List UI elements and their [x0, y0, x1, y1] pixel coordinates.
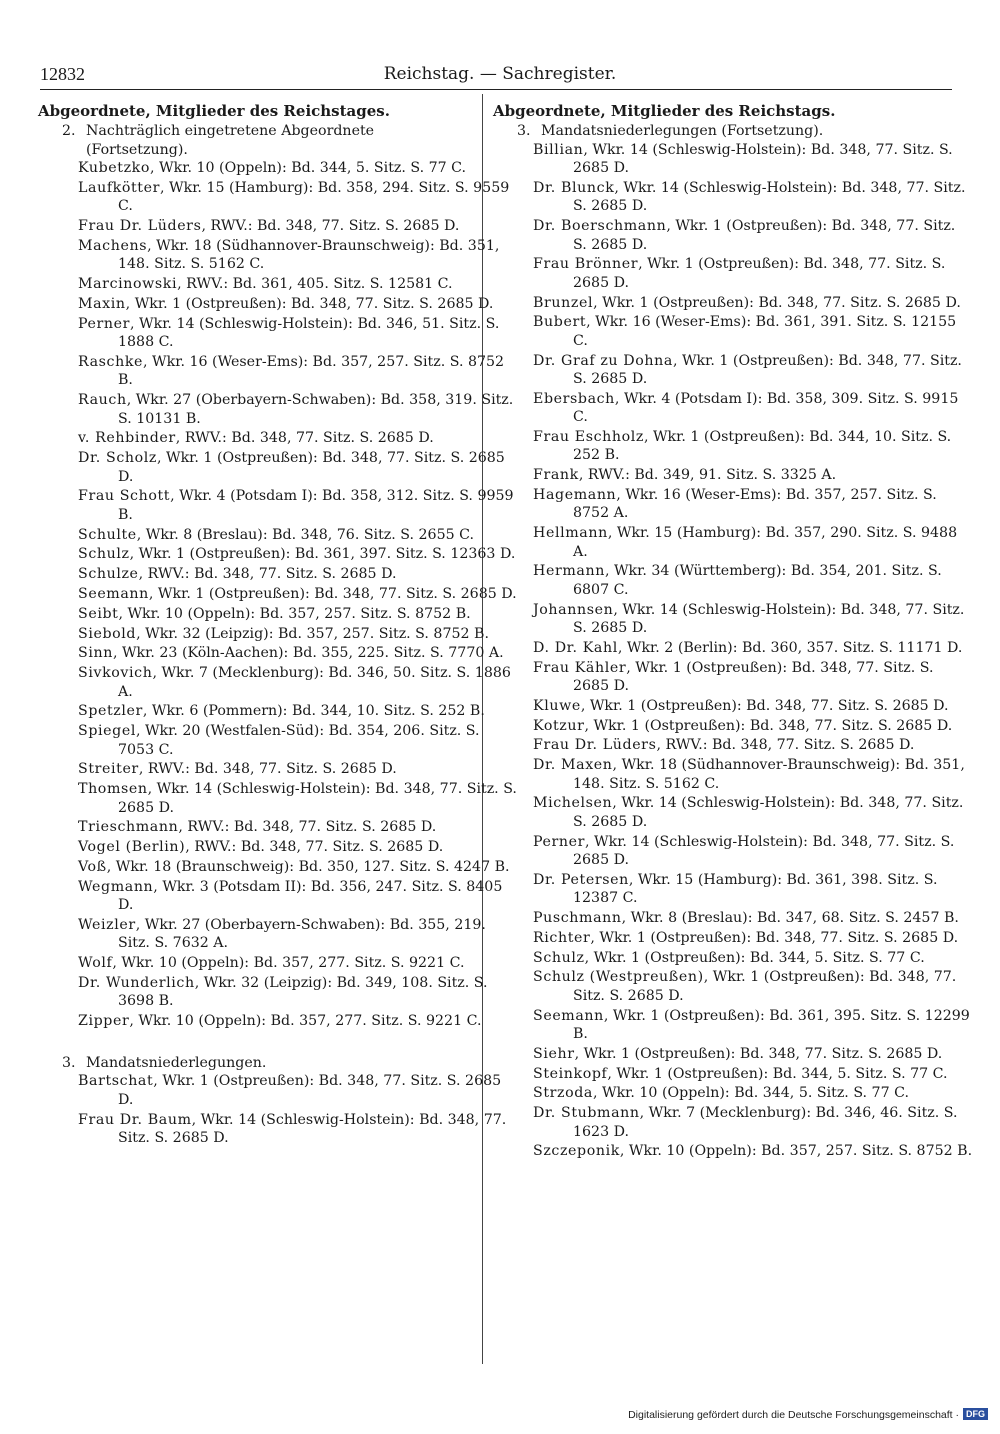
index-entry [533, 929, 973, 947]
index-entry [78, 217, 518, 235]
entry-name: Marcinowski [78, 276, 178, 293]
entry-reference: , Wkr. 1 (Ostpreußen): Bd. 348, 77. Sitz. S. 2685 D. [118, 1073, 502, 1108]
section-number: 2. [62, 123, 76, 140]
entry-reference: , Wkr. 23 (Köln-Aachen): Bd. 355, 225. Sitz. S. 7770 A. [112, 645, 504, 662]
entry-name: Dr. Scholz [78, 450, 157, 467]
entry-name: Machens [78, 238, 148, 255]
entry-name: Dr. Wunderlich [78, 975, 195, 991]
entry-reference: , Wkr. 1 (Ostpreußen): Bd. 348, 77. Sitz. S. 2685 D. [573, 659, 934, 695]
entry-reference: , RWV.: Bd. 348, 77. Sitz. S. 2685 D. [656, 737, 915, 754]
section-number: 3. [62, 1055, 76, 1071]
entry-name: Trieschmann [78, 819, 179, 836]
entry-name: Frau Schott [78, 488, 171, 505]
entry-name: Ebersbach [533, 390, 615, 407]
right-column-heading: Abgeordnete, Mitglieder des Reichstags. [493, 102, 836, 120]
index-entry [78, 605, 518, 623]
entry-reference: , Wkr. 32 (Leipzig): Bd. 349, 108. Sitz. S. 3698 B. [118, 975, 488, 1010]
entry-reference: , RWV.: Bd. 348, 77. Sitz. S. 2685 D. [178, 819, 437, 836]
entry-name: Steinkopf [533, 1065, 608, 1082]
entry-name: Frau Kähler [533, 659, 627, 676]
right-column [493, 102, 973, 1162]
entry-name: Dr. Graf zu Dohna [533, 352, 673, 369]
entry-name: Seemann [78, 586, 149, 603]
index-entry [78, 1012, 518, 1030]
entry-name: Kluwe [533, 697, 581, 714]
index-entry [78, 565, 518, 583]
index-entry [533, 697, 973, 715]
entry-name: Frau Dr. Baum [78, 1111, 192, 1128]
index-entry [533, 949, 973, 967]
entry-reference: , Wkr. 10 (Oppeln): Bd. 357, 257. Sitz. S. 8752 B. [619, 1143, 973, 1160]
entry-name: Sivkovich [78, 665, 153, 682]
entry-name: Schulte [78, 526, 137, 543]
entry-reference: , Wkr. 10 (Oppeln): Bd. 357, 277. Sitz. S. 9221 C. [129, 1013, 482, 1030]
section-number: 3. [517, 123, 531, 140]
entry-name: Dr. Maxen [533, 757, 613, 774]
index-entry [533, 524, 973, 561]
index-entry [78, 179, 518, 216]
entry-reference: , Wkr. 1 (Ostpreußen): Bd. 344, 5. Sitz. S. 77 C. [607, 1065, 948, 1082]
entry-name: Schulz [533, 949, 585, 966]
index-entry [533, 255, 973, 292]
entry-name: Seibt [78, 605, 119, 622]
entry-reference: , Wkr. 34 (Württemberg): Bd. 354, 201. Sitz. S. 6807 C. [573, 563, 942, 598]
entry-reference: , RWV.: Bd. 361, 405. Sitz. S. 12581 C. [177, 276, 453, 293]
entry-name: Spetzler [78, 703, 143, 720]
entry-name: Hermann [533, 563, 605, 580]
section-mandatsniederlegungen [38, 1054, 478, 1072]
entry-name: Wegmann [78, 878, 154, 895]
entry-reference: , Wkr. 14 (Schleswig-Holstein): Bd. 348, 77. Sitz. S. 2685 D. [573, 795, 964, 830]
index-entry [533, 1045, 973, 1063]
section-title [517, 122, 933, 140]
spacer [38, 1032, 478, 1054]
entry-reference: , RWV.: Bd. 348, 77. Sitz. S. 2685 D. [138, 761, 397, 778]
index-entry [78, 916, 518, 953]
entry-reference: , Wkr. 14 (Schleswig-Holstein): Bd. 348, 77. Sitz. S. 2685 D. [573, 601, 965, 637]
entry-name: Richter [533, 929, 591, 946]
index-entry [78, 858, 518, 876]
entry-name: Siehr [533, 1045, 575, 1062]
section-mandatsniederlegungen-cont [493, 122, 933, 140]
index-entry [533, 428, 973, 465]
index-entry [78, 878, 518, 915]
index-entry [78, 585, 518, 603]
entry-name: Bubert [533, 314, 587, 331]
entry-name: Dr. Blunck [533, 180, 615, 197]
entry-reference: , Wkr. 1 (Ostpreußen): Bd. 348, 77. Sitz. S. 2685 D. [573, 352, 962, 388]
entry-reference: , Wkr. 10 (Oppeln): Bd. 344, 5. Sitz. S. 77 C. [150, 160, 467, 177]
entry-reference: , Wkr. 1 (Ostpreußen): Bd. 348, 77. Sitz. S. 2685 D. [590, 929, 959, 946]
entry-name: Dr. Stubmann [533, 1105, 640, 1122]
index-entry [78, 818, 518, 836]
entry-name: D. Dr. Kahl [533, 639, 618, 656]
index-entry [78, 526, 518, 544]
entry-reference: , Wkr. 1 (Ostpreußen): Bd. 348, 77. Sitz. S. 2685 D. [573, 218, 956, 253]
entry-name: Thomsen [78, 781, 148, 798]
index-entry [533, 352, 973, 389]
entry-reference: , Wkr. 4 (Potsdam I): Bd. 358, 312. Sitz. S. 9959 B. [118, 488, 514, 523]
entry-name: Frau Dr. Lüders [78, 218, 202, 235]
index-entry [533, 1007, 973, 1044]
entry-list [38, 159, 517, 1030]
entry-name: Johannsen [533, 601, 614, 618]
entry-reference: , Wkr. 18 (Südhannover-Braunschweig): Bd. 351, 148. Sitz. S. 5162 C. [573, 757, 965, 792]
index-entry [533, 466, 973, 484]
entry-reference: , Wkr. 16 (Weser-Ems): Bd. 357, 257. Sitz. S. 8752 A. [573, 487, 937, 522]
entry-reference: , Wkr. 6 (Pommern): Bd. 344, 10. Sitz. S. 252 B. [142, 703, 485, 720]
entry-reference: , Wkr. 15 (Hamburg): Bd. 358, 294. Sitz. S. 9559 C. [118, 180, 510, 215]
entry-name: Dr. Petersen [533, 871, 629, 888]
entry-reference: , Wkr. 1 (Ostpreußen): Bd. 344, 10. Sitz. S. 252 B. [573, 429, 952, 464]
index-entry [78, 391, 518, 428]
entry-reference: , Wkr. 1 (Ostpreußen): Bd. 348, 77. Sitz. S. 2685 D. [580, 697, 949, 714]
index-entry [78, 838, 518, 856]
index-entry [533, 1084, 973, 1102]
entry-reference: , Wkr. 14 (Schleswig-Holstein): Bd. 348, 77. Sitz. S. 2685 D. [118, 781, 517, 816]
entry-reference: , Wkr. 1 (Ostpreußen): Bd. 344, 5. Sitz. S. 77 C. [584, 949, 925, 966]
index-entry [78, 644, 518, 662]
entry-name: Wolf [78, 955, 113, 972]
index-entry [78, 429, 518, 447]
section-title-text: Mandatsniederlegungen (Fortsetzung). [541, 123, 824, 140]
section-title-text: Mandatsniederlegungen. [86, 1055, 267, 1071]
index-entry [533, 659, 973, 696]
entry-reference: , Wkr. 15 (Hamburg): Bd. 361, 398. Sitz. S. 12387 C. [573, 871, 938, 907]
entry-reference: , Wkr. 1 (Ostpreußen): Bd. 361, 395. Sitz. S. 12299 B. [573, 1007, 970, 1043]
entry-reference: , RWV.: Bd. 349, 91. Sitz. S. 3325 A. [578, 467, 837, 484]
index-entry [533, 736, 973, 754]
entry-name: Spiegel [78, 723, 136, 740]
entry-name: Weizler [78, 917, 136, 933]
index-entry [533, 1065, 973, 1083]
entry-name: Szczeponik [533, 1143, 620, 1160]
entry-reference: , Wkr. 2 (Berlin): Bd. 360, 357. Sitz. S. 11171 D. [617, 639, 963, 656]
section-nachtraeglich [38, 122, 478, 159]
index-entry [533, 717, 973, 735]
entry-reference: , Wkr. 8 (Breslau): Bd. 347, 68. Sitz. S. 2457 B. [621, 910, 959, 927]
entry-name: Sinn [78, 645, 113, 662]
index-entry [533, 1142, 973, 1160]
index-entry [78, 315, 518, 352]
section-title [62, 1054, 478, 1072]
section-title [62, 122, 478, 159]
entry-name: Laufkötter [78, 180, 160, 197]
entry-reference: , Wkr. 20 (Westfalen-Süd): Bd. 354, 206. Sitz. S. 7053 C. [118, 723, 480, 758]
left-column-heading: Abgeordnete, Mitglieder des Reichstages. [38, 102, 390, 120]
index-entry [533, 871, 973, 908]
entry-name: Raschke [78, 354, 144, 371]
index-entry [533, 562, 973, 599]
entry-name: Schulz (Westpreußen) [533, 969, 704, 986]
entry-name: Hellmann [533, 525, 608, 542]
index-entry [533, 294, 973, 312]
running-title: Reichstag. — Sachregister. [383, 64, 617, 84]
entry-name: Michelsen [533, 795, 613, 812]
entry-name: Bartschat [78, 1073, 154, 1090]
footer-credit [628, 1408, 988, 1421]
left-column [38, 102, 517, 1149]
entry-reference: , Wkr. 7 (Mecklenburg): Bd. 346, 46. Sitz. S. 1623 D. [573, 1105, 958, 1140]
entry-reference: , Wkr. 1 (Ostpreußen): Bd. 348, 77. Sitz. S. 2685 D. [593, 294, 961, 311]
entry-name: Perner [78, 315, 131, 332]
entry-reference: , Wkr. 1 (Ostpreußen): Bd. 348, 77. Sitz. S. 2685 D. [148, 586, 517, 603]
entry-reference: , Wkr. 18 (Südhannover-Braunschweig): Bd. 351, 148. Sitz. S. 5162 C. [118, 238, 500, 273]
entry-name: Kotzur [533, 717, 585, 734]
entry-name: Seemann [533, 1007, 604, 1024]
entry-reference: , Wkr. 1 (Ostpreußen): Bd. 361, 397. Sitz. S. 12363 D. [129, 546, 516, 563]
entry-name: Dr. Boerschmann [533, 218, 667, 235]
entry-name: Siebold [78, 625, 137, 642]
page-header [40, 62, 960, 86]
entry-name: Rauch [78, 392, 127, 409]
entry-reference: , Wkr. 8 (Breslau): Bd. 348, 76. Sitz. S. 2655 C. [136, 526, 474, 543]
index-entry [533, 313, 973, 350]
index-entry [78, 954, 518, 972]
index-entry [533, 601, 973, 638]
entry-name: Hagemann [533, 487, 617, 504]
entry-reference: , Wkr. 15 (Hamburg): Bd. 357, 290. Sitz. S. 9488 A. [573, 525, 958, 560]
entry-reference: , RWV.: Bd. 348, 77. Sitz. S. 2685 D. [175, 430, 434, 447]
page-number: 12832 [40, 64, 85, 84]
index-entry [533, 486, 973, 523]
entry-name: Frau Eschholz [533, 429, 644, 446]
entry-reference: , Wkr. 10 (Oppeln): Bd. 357, 257. Sitz. S. 8752 B. [118, 605, 471, 622]
entry-reference: , Wkr. 16 (Weser-Ems): Bd. 357, 257. Sitz. S. 8752 B. [118, 354, 505, 389]
entry-name: v. Rehbinder [78, 430, 176, 447]
entry-reference: , Wkr. 1 (Ostpreußen): Bd. 348, 77. Sitz. S. 2685 D. [573, 256, 946, 291]
entry-name: Schulze [78, 566, 139, 583]
entry-name: Frau Dr. Lüders [533, 737, 657, 754]
index-entry [533, 217, 973, 254]
entry-reference: , Wkr. 16 (Weser-Ems): Bd. 361, 391. Sitz. S. 12155 C. [573, 314, 957, 349]
entry-reference: , Wkr. 14 (Schleswig-Holstein): Bd. 346, 51. Sitz. S. 1888 C. [118, 315, 500, 351]
entry-reference: , Wkr. 1 (Ostpreußen): Bd. 348, 77. Sitz. S. 2685 D. [125, 296, 494, 313]
index-entry [78, 1111, 518, 1148]
entry-name: Kubetzko [78, 160, 151, 177]
index-entry [78, 159, 518, 177]
entry-reference: , RWV.: Bd. 348, 77. Sitz. S. 2685 D. [201, 218, 460, 235]
index-entry [533, 756, 973, 793]
index-entry [78, 780, 518, 817]
index-entry [78, 449, 518, 486]
entry-reference: , RWV.: Bd. 348, 77. Sitz. S. 2685 D. [138, 566, 397, 583]
entry-name: Puschmann [533, 910, 622, 927]
entry-name: Schulz [78, 546, 130, 563]
section-title-text: Nachträglich eingetretene Abgeordnete (Fortsetzung). [86, 123, 375, 158]
index-entry [533, 141, 973, 178]
entry-list [38, 1072, 507, 1147]
entry-reference: , Wkr. 27 (Oberbayern-Schwaben): Bd. 355, 219. Sitz. S. 7632 A. [118, 917, 486, 952]
entry-reference: , Wkr. 27 (Oberbayern-Schwaben): Bd. 358, 319. Sitz. S. 10131 B. [118, 392, 514, 427]
index-entry [78, 487, 518, 524]
entry-name: Frank [533, 467, 579, 484]
index-entry [78, 545, 518, 563]
entry-name: Billian [533, 141, 584, 158]
index-entry [78, 722, 518, 759]
index-entry [78, 760, 518, 778]
entry-reference: , Wkr. 7 (Mecklenburg): Bd. 346, 50. Sitz. S. 1886 A. [118, 665, 511, 700]
entry-reference: , Wkr. 14 (Schleswig-Holstein): Bd. 348, 77. Sitz. S. 2685 D. [573, 180, 966, 215]
entry-reference: , RWV.: Bd. 348, 77. Sitz. S. 2685 D. [185, 839, 444, 856]
entry-reference: , Wkr. 1 (Ostpreußen): Bd. 348, 77. Sitz. S. 2685 D. [584, 717, 953, 734]
entry-reference: , Wkr. 3 (Potsdam II): Bd. 356, 247. Sitz. S. 8405 D. [118, 878, 503, 914]
index-entry [533, 909, 973, 927]
index-entry [533, 794, 973, 831]
entry-name: Strzoda [533, 1085, 593, 1102]
footer-text: Digitalisierung gefördert durch die Deutsche Forschungsgemeinschaft · [628, 1409, 959, 1421]
entry-name: Zipper [78, 1013, 130, 1030]
index-entry [78, 275, 518, 293]
index-entry [533, 639, 973, 657]
entry-reference: , Wkr. 14 (Schleswig-Holstein): Bd. 348, 77. Sitz. S. 2685 D. [118, 1111, 507, 1147]
index-entry [78, 295, 518, 313]
entry-reference: , Wkr. 14 (Schleswig-Holstein): Bd. 348, 77. Sitz. S. 2685 D. [573, 141, 953, 177]
index-entry [533, 390, 973, 427]
entry-name: Streiter [78, 761, 139, 778]
entry-name: Perner [533, 833, 586, 850]
entry-reference: , Wkr. 4 (Potsdam I): Bd. 358, 309. Sitz. S. 9915 C. [573, 390, 959, 426]
entry-reference: , Wkr. 1 (Ostpreußen): Bd. 348, 77. Sitz. S. 2685 D. [574, 1045, 943, 1062]
index-entry [78, 237, 518, 274]
entry-name: Brunzel [533, 294, 594, 311]
index-entry [78, 625, 518, 643]
entry-reference: , Wkr. 1 (Ostpreußen): Bd. 348, 77. Sitz. S. 2685 D. [573, 969, 957, 1004]
entry-name: Maxin [78, 296, 126, 313]
entry-reference: , Wkr. 14 (Schleswig-Holstein): Bd. 348, 77. Sitz. S. 2685 D. [573, 833, 955, 869]
index-entry [78, 1072, 518, 1109]
entry-reference: , Wkr. 1 (Ostpreußen): Bd. 348, 77. Sitz. S. 2685 D. [118, 450, 505, 485]
entry-name: Vogel (Berlin) [78, 839, 186, 856]
index-entry [533, 1104, 973, 1141]
index-entry [78, 353, 518, 390]
entry-name: Voß [78, 859, 107, 875]
index-entry [533, 179, 973, 216]
entry-reference: , Wkr. 32 (Leipzig): Bd. 357, 257. Sitz. S. 8752 B. [136, 625, 489, 642]
dfg-logo: DFG [963, 1408, 988, 1420]
index-entry [78, 702, 518, 720]
index-entry [78, 974, 518, 1011]
entry-reference: , Wkr. 10 (Oppeln): Bd. 344, 5. Sitz. S. 77 C. [592, 1085, 909, 1102]
index-entry [78, 664, 518, 701]
index-entry [533, 968, 973, 1005]
entry-reference: , Wkr. 18 (Braunschweig): Bd. 350, 127. Sitz. S. 4247 B. [106, 859, 510, 875]
index-entry [533, 833, 973, 870]
entry-reference: , Wkr. 10 (Oppeln): Bd. 357, 277. Sitz. S. 9221 C. [112, 955, 465, 972]
entry-name: Frau Brönner [533, 256, 639, 273]
entry-list [493, 141, 973, 1161]
header-rule [40, 89, 952, 90]
